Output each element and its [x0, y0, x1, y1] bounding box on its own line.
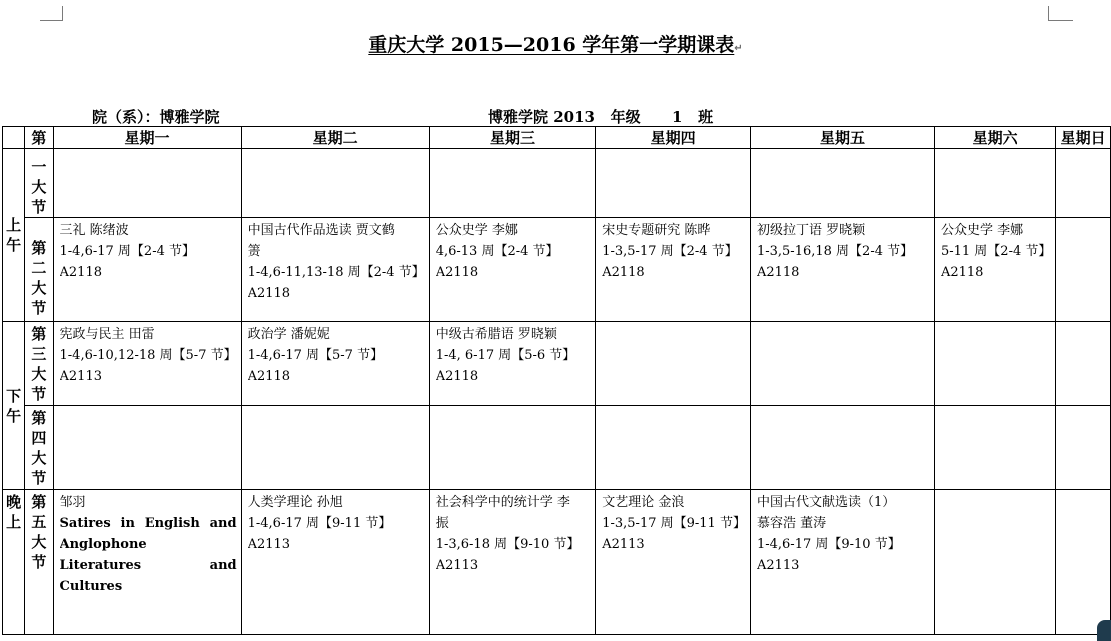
cell-p1-tue	[241, 149, 429, 218]
cell-p1-sun	[1056, 149, 1111, 218]
day-header-sun: 星期日	[1056, 127, 1111, 149]
half-evening	[3, 490, 25, 635]
timetable	[2, 126, 1111, 635]
cell-p2-wed: 公众史学 李娜 4,6-13 周【2-4 节】 A2118	[429, 218, 596, 322]
cell-p4-thu	[596, 406, 751, 490]
cell-p5-thu: 文艺理论 金浪 1-3,5-17 周【9-11 节】 A2113	[596, 490, 751, 635]
vertical-label: 第 四 大 节	[31, 409, 47, 487]
cell-p5-sat	[934, 490, 1055, 635]
day-header-thu: 星期四	[596, 127, 751, 149]
cell-p2-sat: 公众史学 李娜 5-11 周【2-4 节】 A2118	[934, 218, 1055, 322]
cell-p3-sat	[934, 322, 1055, 406]
page-corner-top-left	[40, 6, 63, 21]
table-row	[3, 149, 1111, 218]
day-header-sat: 星期六	[934, 127, 1055, 149]
cell-p4-sat	[934, 406, 1055, 490]
day-header-tue: 星期二	[241, 127, 429, 149]
day-header-fri: 星期五	[750, 127, 934, 149]
cell-p4-sun	[1056, 406, 1111, 490]
cell-p1-thu	[596, 149, 751, 218]
table-row	[3, 218, 1111, 322]
period-header: 第	[25, 127, 53, 149]
vertical-label: 一 大 节	[31, 158, 47, 216]
vertical-label: 晚 上	[6, 493, 22, 531]
vertical-label: 第 二 大 节	[31, 239, 47, 317]
period-label	[25, 490, 53, 635]
cell-p5-tue: 人类学理论 孙旭 1-4,6-17 周【9-11 节】 A2113	[241, 490, 429, 635]
table-row	[3, 490, 1111, 635]
cell-p3-wed: 中级古希腊语 罗晓颖 1-4, 6-17 周【5-6 节】 A2118	[429, 322, 596, 406]
page-title: 重庆大学 2015—2016 学年第一学期课表↵	[368, 34, 743, 56]
cell-p3-tue: 政治学 潘妮妮 1-4,6-17 周【5-7 节】 A2118	[241, 322, 429, 406]
department-label: 院（系）：博雅学院	[92, 108, 220, 126]
cell-p2-fri: 初级拉丁语 罗晓颖 1-3,5-16,18 周【2-4 节】 A2118	[750, 218, 934, 322]
cell-p2-thu: 宋史专题研究 陈晔 1-3,5-17 周【2-4 节】 A2118	[596, 218, 751, 322]
vertical-label: 第 三 大 节	[31, 325, 47, 403]
cell-p3-thu	[596, 322, 751, 406]
cell-p1-wed	[429, 149, 596, 218]
table-header-row	[3, 127, 1111, 149]
table-row	[3, 406, 1111, 490]
vertical-label: 第 五 大 节	[31, 493, 47, 571]
vertical-label: 下 午	[6, 386, 22, 425]
scroll-corner	[1097, 620, 1111, 641]
cell-p1-fri	[750, 149, 934, 218]
cell-p1-mon	[53, 149, 241, 218]
cell-p4-wed	[429, 406, 596, 490]
cell-p4-mon	[53, 406, 241, 490]
cell-p2-mon: 三礼 陈绪波 1-4,6-17 周【2-4 节】 A2118	[53, 218, 241, 322]
day-header-wed: 星期三	[429, 127, 596, 149]
cell-p4-fri	[750, 406, 934, 490]
half-afternoon	[3, 322, 25, 490]
cell-p5-wed: 社会科学中的统计学 李 振 1-3,6-18 周【9-10 节】 A2113	[429, 490, 596, 635]
half-morning	[3, 149, 25, 322]
period-label	[25, 218, 53, 322]
cell-p3-mon: 宪政与民主 田雷 1-4,6-10,12-18 周【5-7 节】 A2113	[53, 322, 241, 406]
corner-cell	[3, 127, 25, 149]
day-header-mon: 星期一	[53, 127, 241, 149]
cell-p2-sun	[1056, 218, 1111, 322]
period-label	[25, 406, 53, 490]
cell-p3-fri	[750, 322, 934, 406]
period-label	[25, 322, 53, 406]
cell-p5-mon: 邹羽 Satires in English and Anglophone Literatures and Cultures	[53, 490, 241, 635]
period-label	[25, 149, 53, 218]
cell-p3-sun	[1056, 322, 1111, 406]
page-corner-top-right	[1048, 6, 1073, 21]
table-row	[3, 322, 1111, 406]
cell-p5-sun	[1056, 490, 1111, 635]
grade-class-label: 博雅学院 2013 年级 1 班	[488, 108, 714, 126]
cell-p2-tue: 中国古代作品选读 贾文鹤 箦 1-4,6-11,13-18 周【2-4 节】 A2118	[241, 218, 429, 322]
cell-p5-fri: 中国古代文献选读（1） 慕容浩 董涛 1-4,6-17 周【9-10 节】 A2113	[750, 490, 934, 635]
cell-p1-sat	[934, 149, 1055, 218]
cell-p4-tue	[241, 406, 429, 490]
vertical-label: 上 午	[6, 216, 22, 254]
